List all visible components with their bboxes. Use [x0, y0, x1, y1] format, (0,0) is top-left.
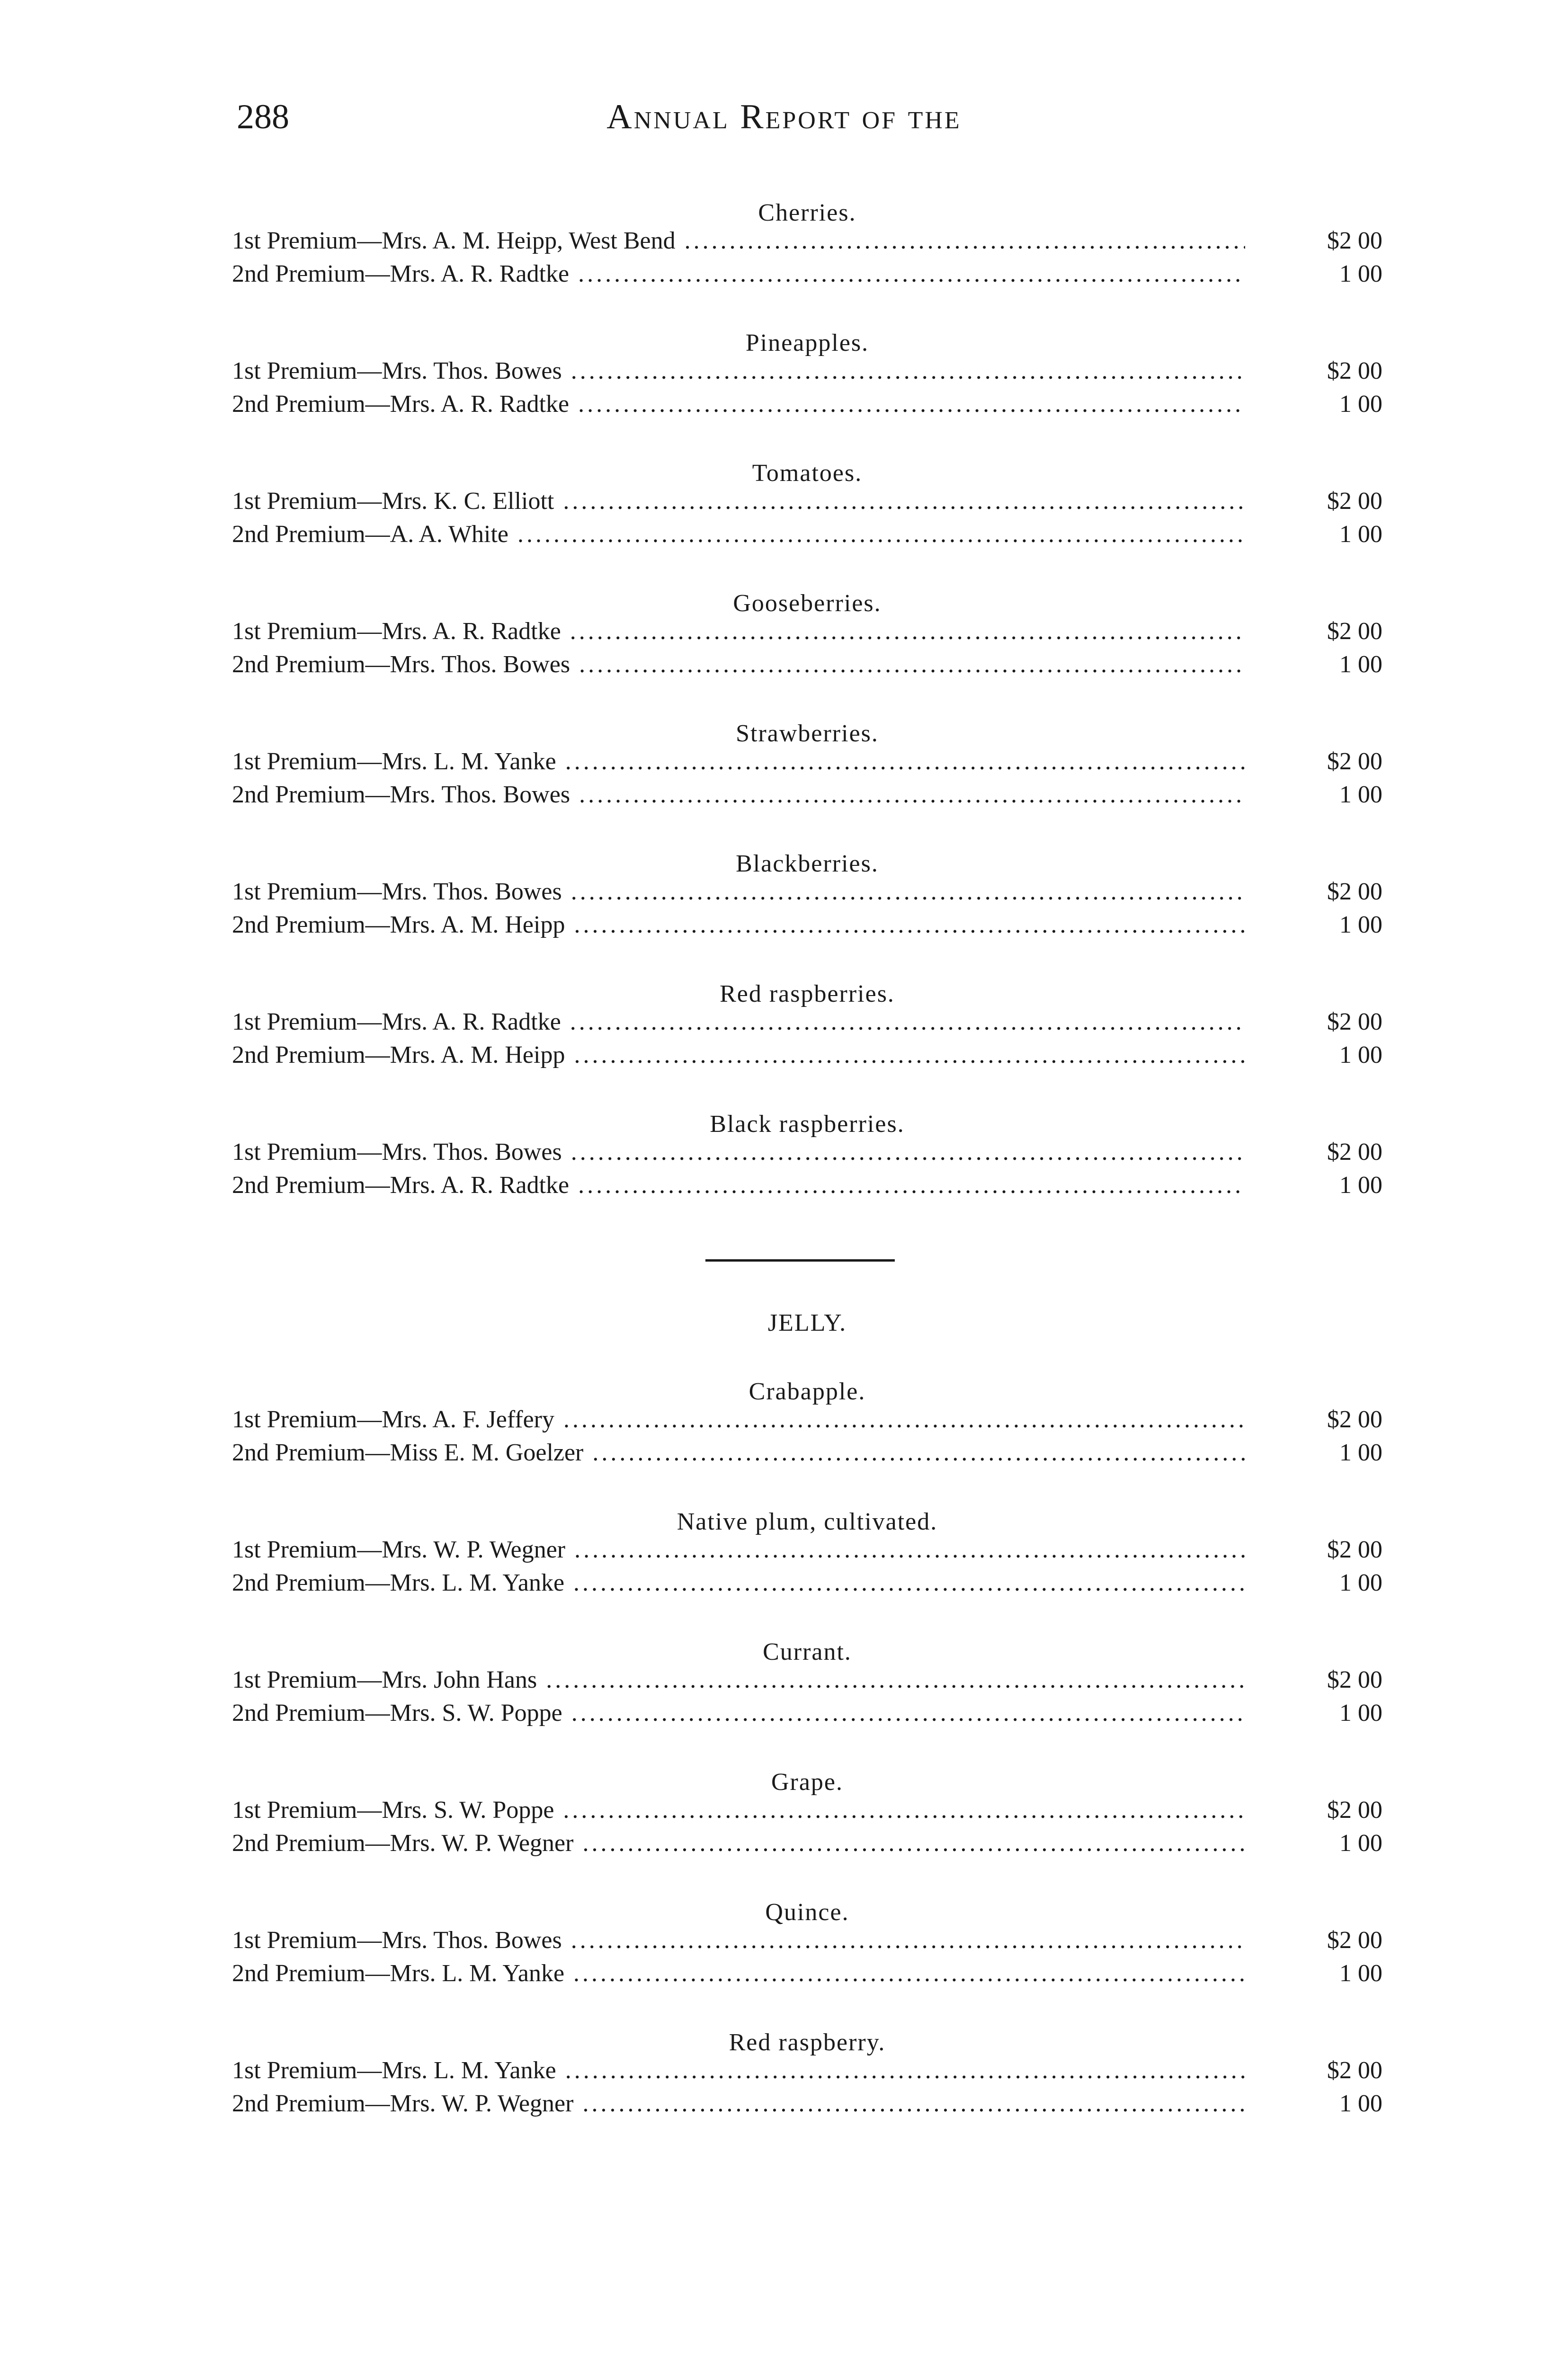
premium-row	[232, 650, 1382, 684]
premium-entry: 1st Premium—Mrs. W. P. Wegner .....	[232, 1536, 1245, 1564]
premium-entry: 1st Premium—Mrs. A. R. Radtke .....	[232, 1008, 1245, 1036]
section-currant	[232, 1638, 1382, 1732]
premium-entry: 2nd Premium—Mrs. A. R. Radtke .....	[232, 390, 1245, 418]
premium-amount: 1 00	[1339, 911, 1382, 938]
premium-amount: 1 00	[1339, 1041, 1382, 1068]
premium-amount: 1 00	[1339, 1172, 1382, 1199]
section-title: Red raspberries.	[720, 980, 895, 1007]
premium-entry: 1st Premium—Mrs. Thos. Bowes .....	[232, 878, 1245, 906]
premium-entry: 2nd Premium—Mrs. A. R. Radtke .....	[232, 1171, 1245, 1199]
section-red-raspberries	[232, 980, 1382, 1074]
section-title: Pineapples.	[745, 329, 869, 356]
premium-amount: $2 00	[1327, 1139, 1382, 1166]
jelly-heading: JELLY.	[767, 1309, 847, 1336]
premium-row	[232, 878, 1382, 911]
premium-amount: 1 00	[1339, 651, 1382, 678]
premium-entry: 1st Premium—Mrs. A. F. Jeffery .....	[232, 1406, 1245, 1433]
premium-amount: 1 00	[1339, 521, 1382, 548]
premium-amount: 1 00	[1339, 1569, 1382, 1596]
premium-row	[232, 260, 1382, 293]
premium-row	[232, 2090, 1382, 2123]
section-divider	[705, 1259, 895, 1262]
premium-row	[232, 1008, 1382, 1041]
premium-entry: 1st Premium—Mrs. John Hans .....	[232, 1666, 1245, 1694]
premium-entry: 1st Premium—Mrs. A. M. Heipp, West Bend .....	[232, 227, 1245, 255]
premium-entry: 2nd Premium—Mrs. W. P. Wegner .....	[232, 1829, 1245, 1857]
premium-amount: $2 00	[1327, 357, 1382, 384]
section-title: Grape.	[771, 1769, 844, 1796]
premium-amount: $2 00	[1327, 2057, 1382, 2084]
premium-entry: 2nd Premium—Mrs. A. M. Heipp .....	[232, 1041, 1245, 1069]
premium-row	[232, 1796, 1382, 1829]
premium-entry: 1st Premium—Mrs. Thos. Bowes .....	[232, 357, 1245, 385]
premium-row	[232, 1536, 1382, 1569]
premium-row	[232, 1699, 1382, 1732]
section-title: Currant.	[763, 1638, 852, 1665]
section-pineapples	[232, 329, 1382, 423]
premium-amount: $2 00	[1327, 1927, 1382, 1954]
premium-amount: $2 00	[1327, 1008, 1382, 1035]
premium-row	[232, 1439, 1382, 1472]
section-tomatoes	[232, 459, 1382, 553]
premium-row	[232, 487, 1382, 520]
section-title: Native plum, cultivated.	[677, 1508, 938, 1535]
premium-amount: 1 00	[1339, 1700, 1382, 1726]
section-title: Blackberries.	[736, 850, 879, 877]
premium-row	[232, 1666, 1382, 1699]
section-title: Cherries.	[758, 199, 856, 226]
section-native-plum	[232, 1508, 1382, 1602]
premium-row	[232, 1138, 1382, 1171]
section-quince	[232, 1898, 1382, 1993]
premium-row	[232, 1959, 1382, 1993]
premium-amount: $2 00	[1327, 878, 1382, 905]
premium-amount: $2 00	[1327, 618, 1382, 645]
premium-entry: 2nd Premium—Mrs. W. P. Wegner .....	[232, 2090, 1245, 2118]
premium-row	[232, 1041, 1382, 1074]
section-title: Strawberries.	[736, 720, 879, 747]
premium-entry: 1st Premium—Mrs. Thos. Bowes .....	[232, 1926, 1245, 1954]
section-crabapple	[232, 1378, 1382, 1472]
premium-row	[232, 617, 1382, 650]
jelly-heading-block	[232, 1309, 1382, 1337]
premium-row	[232, 747, 1382, 781]
premium-row	[232, 1829, 1382, 1862]
premium-entry: 2nd Premium—Mrs. L. M. Yanke .....	[232, 1569, 1245, 1597]
premium-entry: 1st Premium—Mrs. L. M. Yanke .....	[232, 747, 1245, 775]
premium-entry: 2nd Premium—Mrs. A. R. Radtke .....	[232, 260, 1245, 288]
section-title: Red raspberry.	[729, 2029, 886, 2056]
premium-row	[232, 1406, 1382, 1439]
premium-amount: $2 00	[1327, 1797, 1382, 1824]
section-black-raspberries	[232, 1110, 1382, 1204]
premium-row	[232, 390, 1382, 423]
premium-amount: 1 00	[1339, 781, 1382, 808]
premium-amount: $2 00	[1327, 748, 1382, 775]
premium-amount: 1 00	[1339, 1830, 1382, 1857]
premium-entry: 1st Premium—Mrs. S. W. Poppe .....	[232, 1796, 1245, 1824]
premium-entry: 2nd Premium—A. A. White .....	[232, 520, 1245, 548]
premium-amount: 1 00	[1339, 1960, 1382, 1987]
section-title: Tomatoes.	[752, 460, 863, 487]
premium-row	[232, 357, 1382, 390]
premium-amount: 1 00	[1339, 2090, 1382, 2117]
premium-row	[232, 911, 1382, 944]
premium-amount: 1 00	[1339, 391, 1382, 418]
section-title: Black raspberries.	[710, 1111, 905, 1138]
section-strawberries	[232, 720, 1382, 814]
premium-entry: 1st Premium—Mrs. L. M. Yanke .....	[232, 2056, 1245, 2084]
premium-entry: 2nd Premium—Mrs. Thos. Bowes .....	[232, 781, 1245, 809]
premium-entry: 2nd Premium—Miss E. M. Goelzer .....	[232, 1439, 1245, 1467]
premium-amount: 1 00	[1339, 260, 1382, 287]
section-cherries	[232, 199, 1382, 293]
section-gooseberries	[232, 589, 1382, 684]
premium-amount: $2 00	[1327, 1536, 1382, 1563]
premium-entry: 1st Premium—Mrs. A. R. Radtke .....	[232, 617, 1245, 645]
premium-amount: $2 00	[1327, 1406, 1382, 1433]
premium-amount: $2 00	[1327, 1666, 1382, 1693]
running-head: Annual Report of the	[606, 98, 962, 136]
section-red-raspberry	[232, 2029, 1382, 2123]
premium-entry: 2nd Premium—Mrs. A. M. Heipp .....	[232, 911, 1245, 939]
section-blackberries	[232, 850, 1382, 944]
section-title: Crabapple.	[748, 1378, 866, 1405]
premium-row	[232, 2056, 1382, 2090]
premium-row	[232, 1926, 1382, 1959]
premium-entry: 2nd Premium—Mrs. Thos. Bowes .....	[232, 650, 1245, 678]
premium-row	[232, 227, 1382, 260]
premium-amount: $2 00	[1327, 488, 1382, 515]
section-title: Gooseberries.	[733, 590, 882, 617]
section-grape	[232, 1768, 1382, 1862]
premium-amount: 1 00	[1339, 1439, 1382, 1466]
premium-row	[232, 1569, 1382, 1602]
premium-row	[232, 781, 1382, 814]
premium-entry: 1st Premium—Mrs. Thos. Bowes .....	[232, 1138, 1245, 1166]
page-number: 288	[237, 98, 289, 136]
premium-entry: 2nd Premium—Mrs. S. W. Poppe .....	[232, 1699, 1245, 1727]
premium-entry: 1st Premium—Mrs. K. C. Elliott .....	[232, 487, 1245, 515]
premium-amount: $2 00	[1327, 227, 1382, 254]
premium-entry: 2nd Premium—Mrs. L. M. Yanke .....	[232, 1959, 1245, 1987]
section-title: Quince.	[765, 1899, 849, 1926]
premium-row	[232, 520, 1382, 553]
premium-row	[232, 1171, 1382, 1204]
